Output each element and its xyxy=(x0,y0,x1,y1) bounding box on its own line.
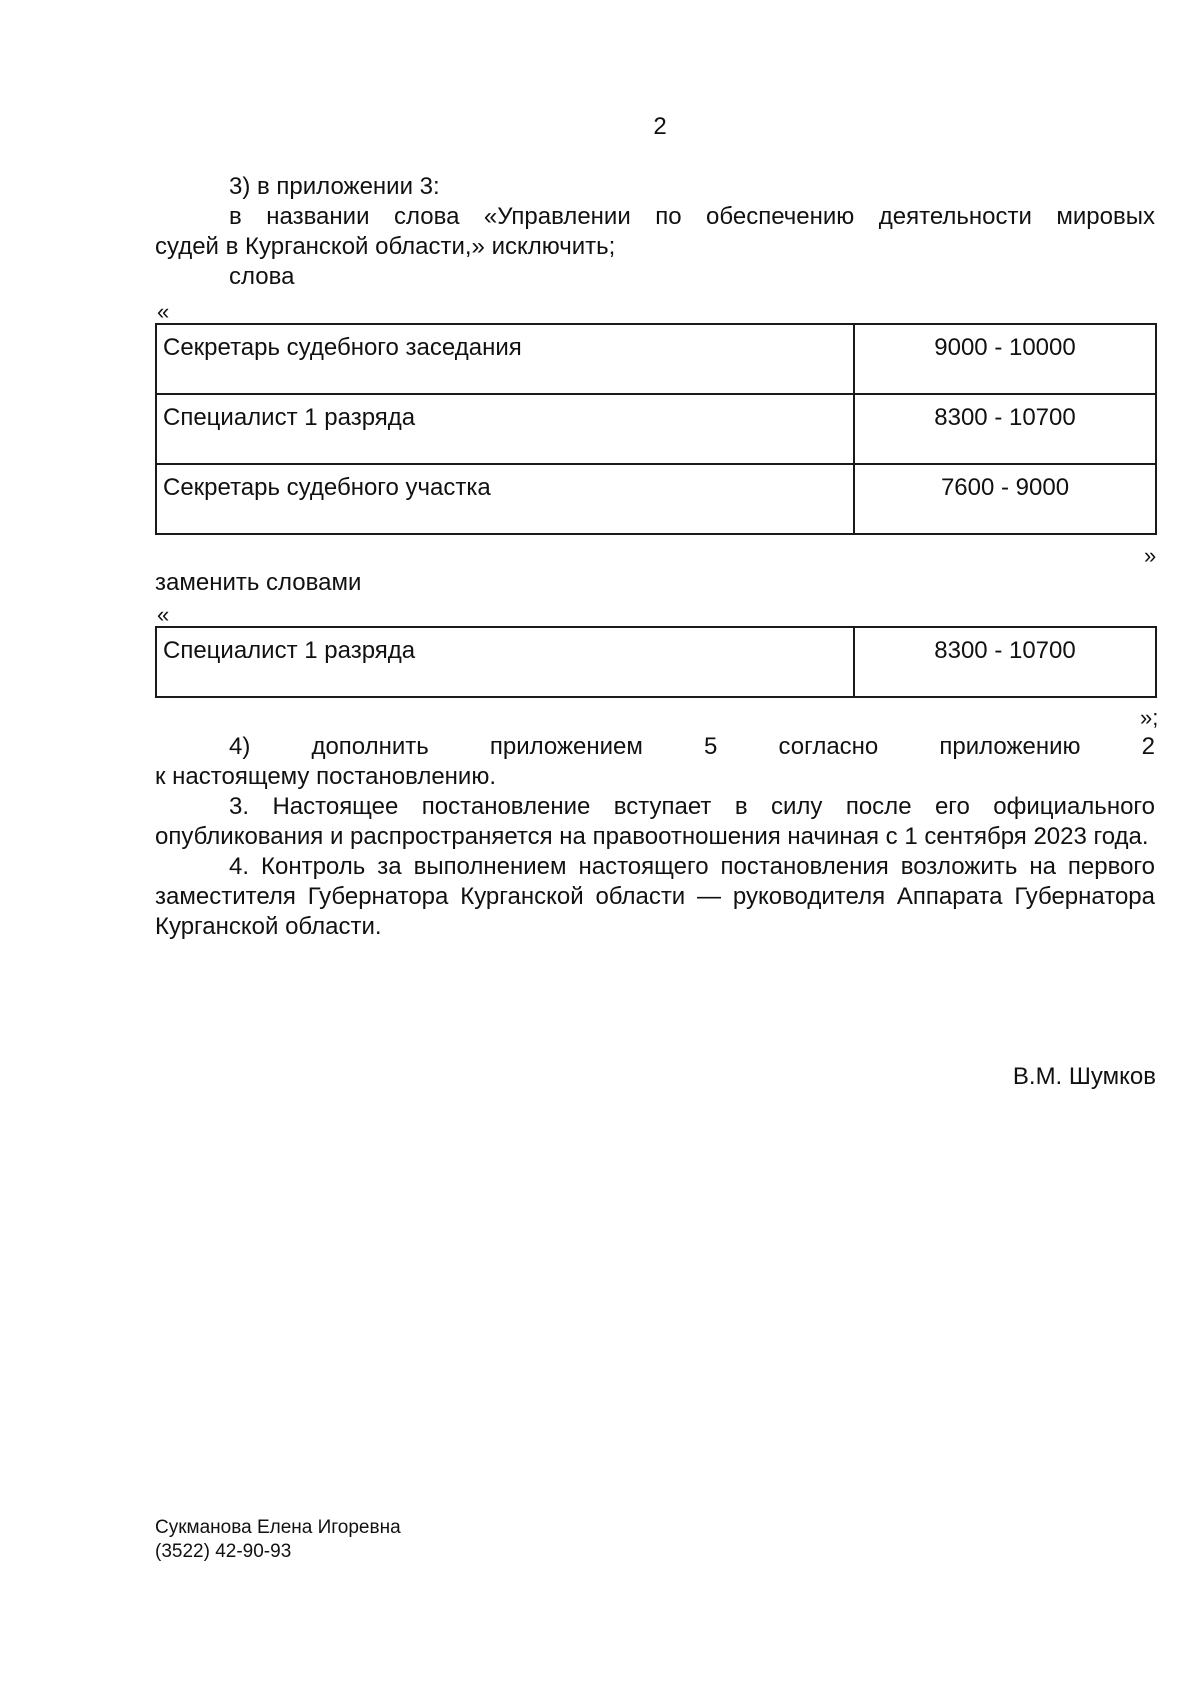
open-quote: « xyxy=(157,602,170,627)
old-positions-table xyxy=(155,323,1157,535)
close-quote-semicolon: »; xyxy=(1140,705,1159,730)
salary-range-cell: 8300 - 10700 xyxy=(854,627,1156,697)
table-row xyxy=(156,324,1156,394)
page-number: 2 xyxy=(653,113,667,140)
executor-info xyxy=(155,1516,401,1564)
item3-block xyxy=(155,172,1155,292)
clause-3: 3. Настоящее постановление вступает в силу после его официального опубликования и распространяется на правоотношения начиная с 1 сентября 2023 года. xyxy=(155,793,1155,850)
close-quote: » xyxy=(1144,543,1157,568)
table-row xyxy=(156,464,1156,534)
item4-line2: к настоящему постановлению. xyxy=(155,763,496,790)
executor-name: Сукманова Елена Игоревна xyxy=(155,1517,401,1538)
position-name-cell: Секретарь судебного заседания xyxy=(156,324,854,394)
replace-label-block xyxy=(155,568,1155,598)
words-label: слова xyxy=(229,263,295,290)
item3-title-change-line1: в названии слова «Управлении по обеспечению деятельности мировых xyxy=(229,203,1155,230)
main-clauses-block xyxy=(155,732,1155,942)
table-row xyxy=(156,394,1156,464)
executor-phone: (3522) 42-90-93 xyxy=(155,1541,292,1562)
clause-4: 4. Контроль за выполнением настоящего постановления возложить на первого заместителя Губернатора Курганской области — руководителя Аппарата Губернатора Курганской области. xyxy=(155,853,1155,940)
position-name-cell: Специалист 1 разряда xyxy=(156,627,854,697)
new-positions-table xyxy=(155,626,1157,698)
item3-title-change-line2: судей в Курганской области,» исключить; xyxy=(155,233,616,260)
signature-name: В.М. Шумков xyxy=(1012,1063,1156,1090)
position-name-cell: Специалист 1 разряда xyxy=(156,394,854,464)
salary-range-cell: 8300 - 10700 xyxy=(854,394,1156,464)
position-name-cell: Секретарь судебного участка xyxy=(156,464,854,534)
replace-label: заменить словами xyxy=(155,569,362,596)
item3-heading: 3) в приложении 3: xyxy=(229,173,440,200)
salary-range-cell: 9000 - 10000 xyxy=(854,324,1156,394)
salary-range-cell: 7600 - 9000 xyxy=(854,464,1156,534)
item4-line1: 4) дополнить приложением 5 согласно приложению 2 xyxy=(229,733,1155,760)
table-row xyxy=(156,627,1156,697)
open-quote: « xyxy=(157,299,170,324)
